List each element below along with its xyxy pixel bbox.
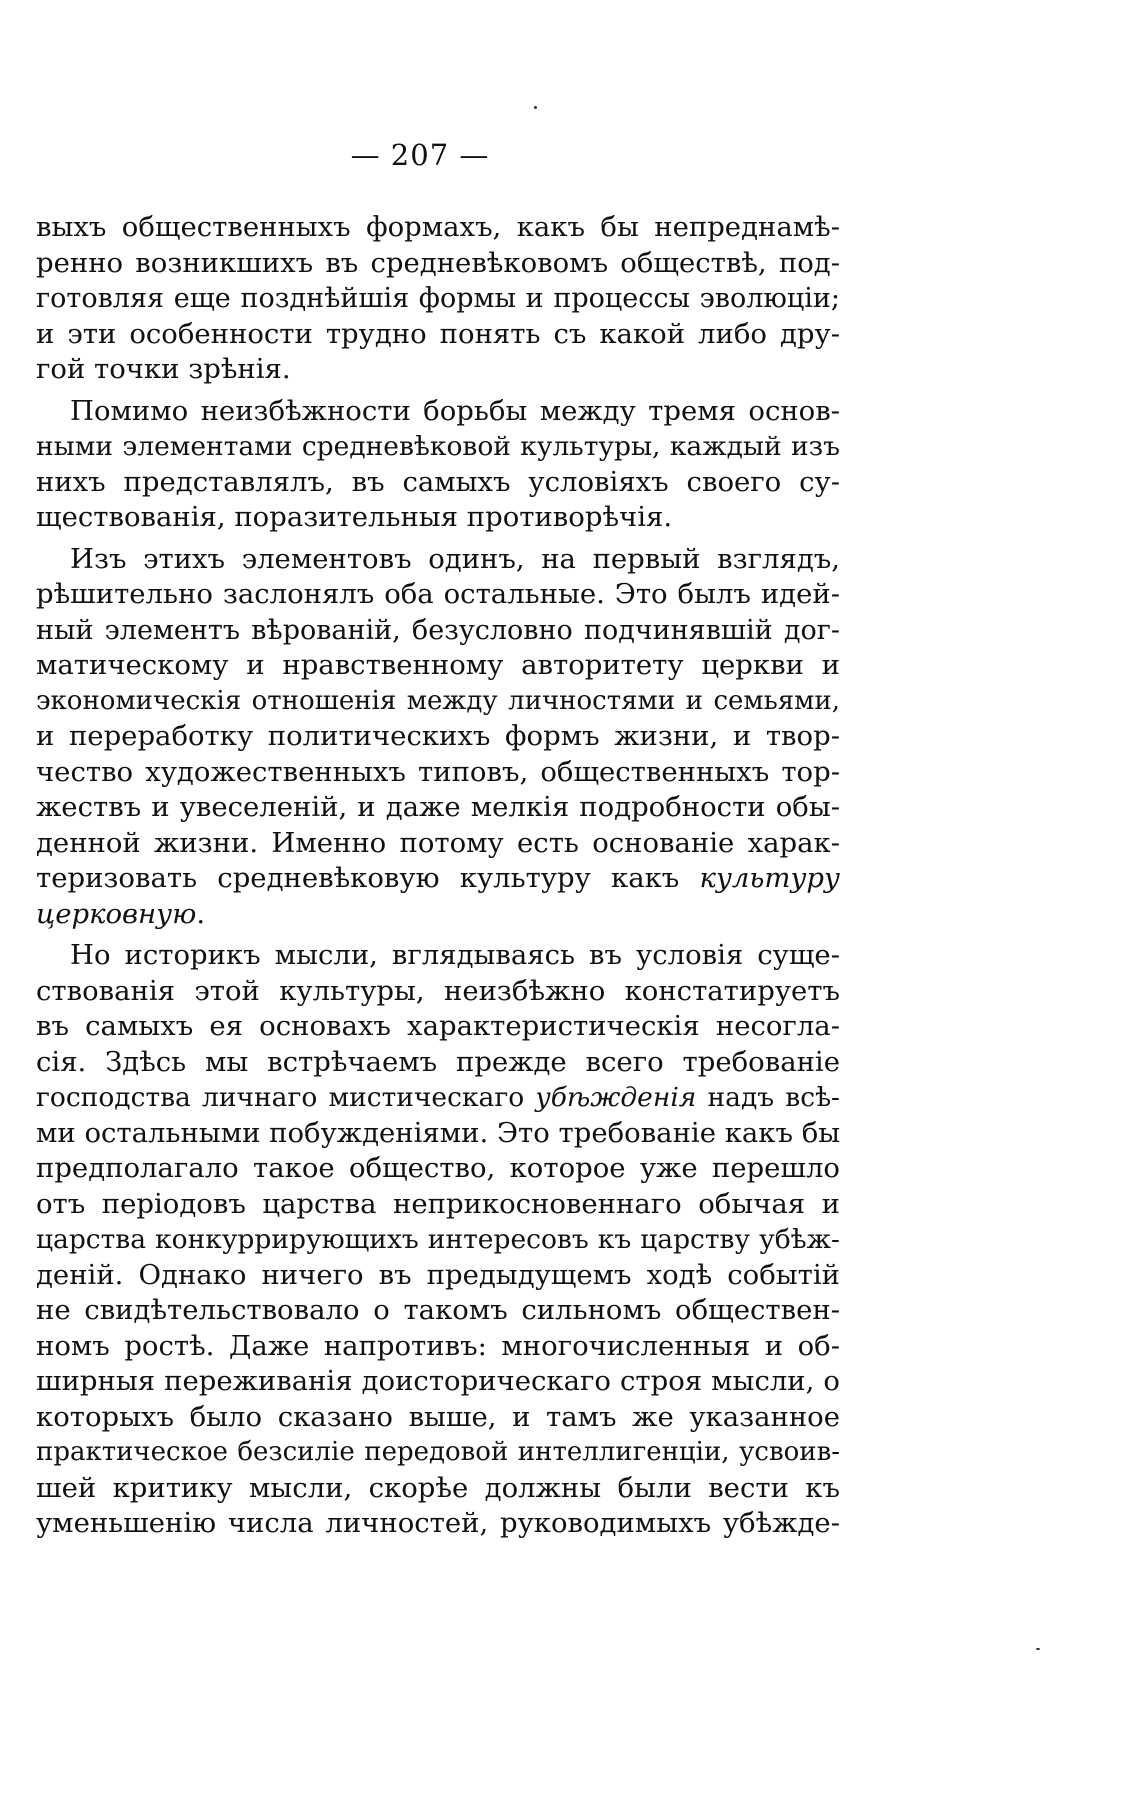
text-line: матическому и нравственному авторитету церкви и [36,649,840,681]
text-line: ренно возникшихъ въ средневѣковомъ обществѣ, под- [36,246,840,279]
text-line: ми остальными побужденіями. Это требованіе какъ бы [36,1116,841,1149]
text-line: отъ періодовъ царства неприкосновеннаго обычая и [36,1187,840,1220]
text-line: не свидѣтельствовало о такомъ сильномъ обществен- [36,1294,840,1326]
paragraph [36,394,840,536]
italic-term: церковную [36,897,197,930]
paragraph [36,542,840,933]
text-line: уменьшенію числа личностей, руководимыхъ убѣжде- [36,1507,840,1539]
text-line: экономическія отношенія между личностями и семьями, [36,685,840,716]
text-line: готовляя еще позднѣйшія формы и процессы эволюціи; [36,283,840,314]
text-line [36,1080,840,1116]
text-line: царства конкуррирующихъ интересовъ къ царству убѣж- [36,1224,840,1255]
text-line: выхъ общественныхъ формахъ, какъ бы непреднамѣ- [36,211,840,243]
text-line: шей критику мысли, скорѣе должны были вести къ [36,1471,840,1504]
text-line: ными элементами средневѣковой культуры, каждый изъ [36,431,840,462]
page-number: — 207 — [350,138,490,172]
text-line: ный элементъ вѣрованій, безусловно подчинявшій дог- [36,614,840,646]
text-line: ществованія, поразительныя противорѣчія. [36,501,673,533]
text-line: рѣшительно заслонялъ оба остальные. Это былъ идей- [36,578,840,610]
text-segment: . [196,897,206,930]
text-line: Но историкъ мысли, вглядываясь въ условія суще- [70,939,840,971]
text-segment: теризовать средневѣковую культуру какъ [36,862,700,894]
text-line [36,861,840,897]
italic-term: культуру [699,862,840,894]
body-text [36,210,840,1548]
text-line: деній. Однако ничего въ предыдущемъ ходѣ событій [36,1258,840,1291]
text-line: сія. Здѣсь мы встрѣчаемъ прежде всего требованіе [36,1045,840,1078]
text-line: которыхъ было сказано выше, и тамъ же указанное [36,1400,840,1433]
text-line: Изъ этихъ элементовъ одинъ, на первый взглядъ, [70,542,840,575]
text-line: денной жизни. Именно потому есть основаніе харак- [36,826,840,859]
text-line: гой точки зрѣнія. [36,353,291,385]
scan-speck [534,106,537,109]
scan-speck [1036,1648,1040,1650]
text-line: ствованія этой культуры, неизбѣжно констатируетъ [36,974,840,1007]
paragraph [36,210,840,388]
text-line: практическое безсиліе передовой интеллигенціи, усвоив- [36,1437,840,1467]
text-line: и эти особенности трудно понять съ какой либо дру- [36,317,840,350]
text-line: и переработку политическихъ формъ жизни, и твор- [36,720,840,752]
text-line: номъ ростѣ. Даже напротивъ: многочисленныя и об- [36,1329,840,1362]
italic-term: убѣжденія [535,1082,697,1113]
paragraph [36,938,840,1542]
text-line: Помимо неизбѣжности борьбы между тремя основ- [70,394,840,427]
text-segment: господства личнаго мистическаго [36,1082,536,1113]
text-line: жествъ и увеселеній, и даже мелкія подробности обы- [36,791,840,823]
text-line: ширныя переживанія доисторическаго строя мысли, о [36,1365,840,1397]
text-line: нихъ представлялъ, въ самыхъ условіяхъ своего су- [36,465,840,498]
text-segment: надъ всѣ- [696,1082,840,1113]
text-line: въ самыхъ ея основахъ характеристическія несогла- [36,1010,840,1042]
text-line: предполагало такое общество, которое уже перешло [36,1152,840,1184]
text-line [36,897,840,933]
text-line: чество художественныхъ типовъ, общественныхъ тор- [36,755,840,788]
